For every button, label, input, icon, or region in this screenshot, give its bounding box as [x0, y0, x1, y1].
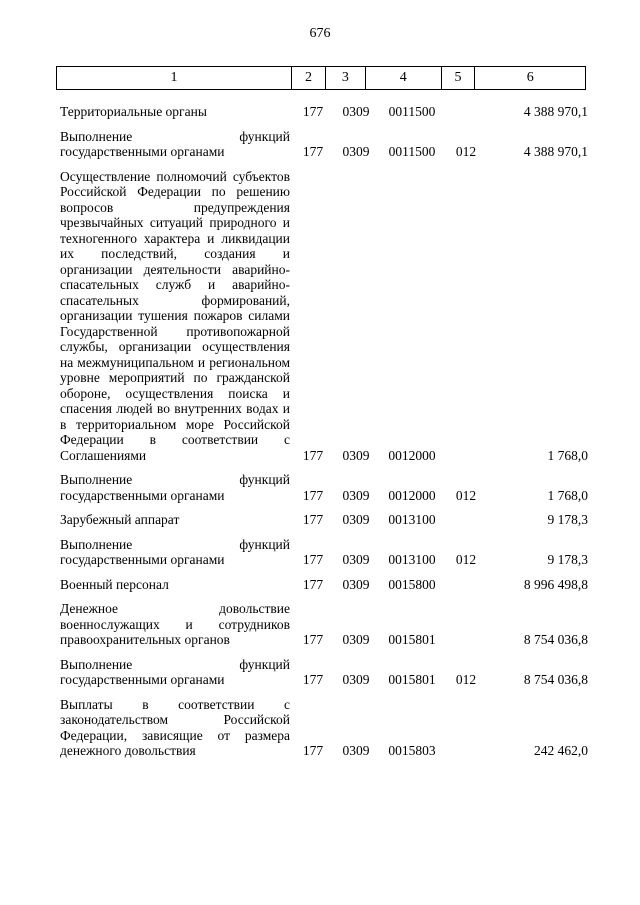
row-col-3: 0309 — [342, 576, 370, 592]
header-col-6: 6 — [526, 70, 534, 85]
row-col-6: 8 754 036,8 — [523, 632, 588, 647]
table-row — [60, 697, 590, 759]
table-row — [60, 169, 590, 464]
row-col-6: 4 388 970,1 — [523, 144, 588, 159]
row-col-3: 0309 — [342, 104, 370, 119]
row-col-4: 0015800 — [388, 576, 436, 592]
row-name: Выполнение функций государственными органами — [60, 656, 290, 687]
row-col-4: 0015801 — [388, 632, 436, 647]
header-col-2: 2 — [292, 67, 326, 89]
table-header — [56, 66, 586, 90]
row-col-5: 012 — [455, 144, 477, 159]
table-row — [60, 512, 590, 528]
row-name: Выполнение функций государственными органами — [60, 472, 290, 503]
row-col-6: 9 178,3 — [547, 512, 588, 527]
page-number: 676 — [309, 26, 331, 41]
row-col-5: 012 — [455, 487, 477, 503]
header-col-3: 3 — [326, 67, 366, 89]
row-col-4: 0015801 — [388, 672, 436, 687]
row-col-2: 177 — [302, 487, 324, 503]
row-col-3: 0309 — [342, 487, 370, 503]
header-col-5: 5 — [442, 67, 476, 89]
row-col-2: 177 — [302, 144, 324, 159]
row-col-2: 177 — [302, 512, 324, 527]
row-name: Выполнение функций государственными органами — [60, 536, 290, 567]
row-col-3: 0309 — [342, 144, 370, 159]
row-name: Военный персонал — [60, 576, 169, 592]
row-name: Выплаты в соответствии с законодательством Российской Федерации, зависящие от размера денежного довольствия — [60, 696, 290, 758]
row-col-6: 8 996 498,8 — [523, 576, 588, 592]
table-row — [60, 537, 590, 568]
header-col-1: 1 — [57, 67, 292, 89]
table-body — [60, 104, 590, 768]
row-col-5: 012 — [455, 552, 477, 567]
row-col-4: 0011500 — [388, 104, 436, 119]
row-name: Выполнение функций государственными органами — [60, 128, 290, 159]
row-col-3: 0309 — [342, 743, 370, 758]
header-col-4: 4 — [366, 67, 442, 89]
row-col-4: 0012000 — [388, 487, 436, 503]
row-name: Зарубежный аппарат — [60, 512, 180, 527]
table-row — [60, 472, 590, 503]
row-col-6: 1 768,0 — [547, 487, 588, 503]
row-col-3: 0309 — [342, 552, 370, 567]
row-col-4: 0013100 — [388, 512, 436, 527]
table-row — [60, 601, 590, 648]
table-row — [60, 657, 590, 688]
row-col-4: 0015803 — [388, 743, 436, 758]
table-row — [60, 129, 590, 160]
row-col-4: 0013100 — [388, 552, 436, 567]
row-col-4: 0011500 — [388, 144, 436, 159]
table-row — [60, 104, 590, 120]
row-col-4: 0012000 — [388, 447, 436, 463]
table-row — [60, 577, 590, 593]
row-col-6: 9 178,3 — [547, 552, 588, 567]
row-name: Осуществление полномочий субъектов Российской Федерации по решению вопросов предупреждения чрезвычайных ситуаций природного и техногенного характера и ликвидации их последствий, создания и организации деятельности аварийно-спасательных служб и аварийно-спасательных формирований, организации тушения пожаров силами Государственной противопожарной службы, организации осуществления на межмуниципальном и региональном уровне мероприятий по гражданской обороне, осуществления поиска и спасения людей во внутренних водах и в территориальном море Российской Федерации в соответствии с Соглашениями — [60, 168, 290, 463]
row-col-2: 177 — [302, 672, 324, 687]
row-col-6: 8 754 036,8 — [523, 672, 588, 687]
row-col-2: 177 — [302, 552, 324, 567]
row-col-2: 177 — [302, 447, 324, 463]
row-col-6: 242 462,0 — [534, 743, 588, 758]
row-col-5: 012 — [455, 672, 477, 687]
row-col-3: 0309 — [342, 512, 370, 527]
row-col-3: 0309 — [342, 447, 370, 463]
row-col-3: 0309 — [342, 672, 370, 687]
row-col-6: 1 768,0 — [547, 447, 588, 463]
row-col-6: 4 388 970,1 — [523, 104, 588, 119]
row-col-2: 177 — [302, 743, 324, 758]
row-name: Территориальные органы — [60, 104, 207, 119]
row-name: Денежное довольствие военнослужащих и сотрудников правоохранительных органов — [60, 601, 290, 647]
row-col-3: 0309 — [342, 632, 370, 647]
row-col-2: 177 — [302, 632, 324, 647]
row-col-2: 177 — [302, 576, 324, 592]
row-col-2: 177 — [302, 104, 324, 119]
